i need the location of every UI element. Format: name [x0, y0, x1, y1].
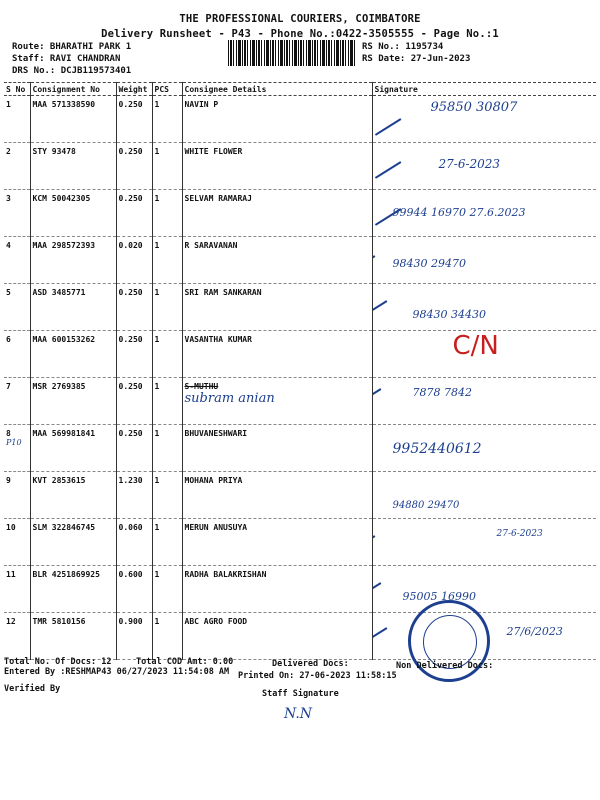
handwritten-number: 95005 16990: [402, 590, 476, 603]
cell-sno: [4, 425, 30, 472]
table-row: [4, 378, 596, 425]
staff-signature-label: Staff Signature: [262, 689, 339, 699]
cell-sno: 2: [4, 143, 30, 190]
cell-consignment: SLM 322846745: [30, 519, 116, 566]
handwritten-number: 9952440612: [392, 441, 482, 457]
col-consignee: Consignee Details: [182, 83, 372, 96]
cell-consignee: VASANTHA KUMAR: [182, 331, 372, 378]
non-delivered-docs: Non Delivered Docs:: [396, 661, 494, 671]
cell-pcs: 1: [152, 331, 182, 378]
margin-note: P10: [6, 438, 22, 447]
table-row: [4, 284, 596, 331]
cell-consignee: WHITE FLOWER: [182, 143, 372, 190]
col-signature: Signature: [372, 83, 596, 96]
cell-signature: [372, 425, 596, 472]
row-number: 8: [6, 429, 11, 438]
cell-signature: [372, 237, 596, 284]
cell-weight: 0.060: [116, 519, 152, 566]
cell-consignment: TMR 5810156: [30, 613, 116, 660]
delivered-docs: Delivered Docs:: [272, 659, 349, 669]
cell-signature: [372, 472, 596, 519]
cell-sno: 3: [4, 190, 30, 237]
handwritten-number: 98430 34430: [412, 308, 486, 321]
cell-sno: 10: [4, 519, 30, 566]
cell-pcs: 1: [152, 378, 182, 425]
cell-sno: 12: [4, 613, 30, 660]
cell-signature: [372, 378, 596, 425]
cell-consignment: STY 93478: [30, 143, 116, 190]
cell-pcs: 1: [152, 237, 182, 284]
cn-mark: C/N: [452, 331, 499, 361]
cell-weight: 0.020: [116, 237, 152, 284]
rs-date: RS Date: 27-Jun-2023: [362, 54, 471, 64]
rs-number: RS No.: 1195734: [362, 42, 444, 52]
col-sno: S No: [4, 83, 30, 96]
cell-weight: 0.250: [116, 143, 152, 190]
cell-consignee: NAVIN P: [182, 96, 372, 143]
handwritten-date: 27-6-2023: [438, 157, 501, 171]
table-row: [4, 237, 596, 284]
cell-sno: 5: [4, 284, 30, 331]
handwritten-number: 95850 30807: [430, 100, 518, 115]
cell-consignee: MOHANA PRIYA: [182, 472, 372, 519]
cell-consignee: RADHA BALAKRISHAN: [182, 566, 372, 613]
cell-pcs: 1: [152, 519, 182, 566]
table-row: [4, 613, 596, 660]
cell-consignment: MAA 571338590: [30, 96, 116, 143]
cell-consignment: ASD 3485771: [30, 284, 116, 331]
handwritten-name: subram anian: [184, 391, 275, 406]
table-row: [4, 425, 596, 472]
total-cod: Total COD Amt: 0.00: [136, 657, 234, 667]
cell-weight: 0.250: [116, 378, 152, 425]
table-row: [4, 143, 596, 190]
cell-pcs: 1: [152, 190, 182, 237]
col-consignment: Consignment No: [30, 83, 116, 96]
cell-pcs: 1: [152, 472, 182, 519]
handwritten-date: 27/6/2023: [506, 625, 563, 638]
cell-signature: [372, 331, 596, 378]
cell-pcs: 1: [152, 284, 182, 331]
cell-weight: 0.250: [116, 425, 152, 472]
cell-consignee: [182, 378, 372, 425]
cell-signature: [372, 519, 596, 566]
cell-pcs: 1: [152, 613, 182, 660]
cell-sno: 4: [4, 237, 30, 284]
table-row: [4, 190, 596, 237]
tick-mark: [372, 388, 381, 405]
handwritten-date: 27-6-2023: [496, 529, 543, 539]
cell-signature: [372, 143, 596, 190]
table-row: [4, 472, 596, 519]
cell-signature: [372, 96, 596, 143]
cell-weight: 0.900: [116, 613, 152, 660]
total-docs: Total No. Of Docs: 12: [4, 657, 112, 667]
cell-signature: [372, 190, 596, 237]
cell-pcs: 1: [152, 425, 182, 472]
cell-sno: 7: [4, 378, 30, 425]
cell-signature: [372, 566, 596, 613]
handwritten-number: 94880 29470: [392, 500, 460, 511]
cell-sno: 1: [4, 96, 30, 143]
verified-by: Verified By: [4, 684, 61, 694]
tick-mark: [372, 300, 387, 317]
tick-mark: [372, 255, 375, 272]
cell-weight: 0.250: [116, 284, 152, 331]
cell-consignee: SELVAM RAMARAJ: [182, 190, 372, 237]
cell-consignee: R SARAVANAN: [182, 237, 372, 284]
tick-mark: [372, 582, 381, 599]
drs-number: DRS No.: DCJB119573401: [12, 66, 132, 76]
handwritten-number: 99944 16970 27.6.2023: [392, 206, 526, 219]
table-row: [4, 96, 596, 143]
cell-consignee: SRI RAM SANKARAN: [182, 284, 372, 331]
cell-sno: 6: [4, 331, 30, 378]
route-label: Route: BHARATHI PARK 1: [12, 42, 132, 52]
company-title: THE PROFESSIONAL COURIERS, COIMBATORE: [179, 13, 421, 25]
handwritten-number: 98430 29470: [392, 257, 466, 270]
cell-consignee: BHUVANESHWARI: [182, 425, 372, 472]
cell-consignment: MAA 600153262: [30, 331, 116, 378]
runsheet-title: Delivery Runsheet - P43 - Phone No.:0422-3505555 - Page No.:1: [101, 28, 499, 40]
cell-consignment: MAA 569981841: [30, 425, 116, 472]
entered-by: Entered By :RESHMAP43 06/27/2023 11:54:08 AM: [4, 667, 230, 677]
col-pcs: PCS: [152, 83, 182, 96]
cell-weight: 0.250: [116, 331, 152, 378]
cell-sno: 9: [4, 472, 30, 519]
cell-consignment: KVT 2853615: [30, 472, 116, 519]
cell-weight: 1.230: [116, 472, 152, 519]
table-row: [4, 566, 596, 613]
cell-weight: 0.250: [116, 190, 152, 237]
cell-pcs: 1: [152, 143, 182, 190]
tick-mark: [372, 535, 375, 552]
tick-mark: [374, 118, 400, 135]
handwritten-number: 7878 7842: [412, 386, 472, 399]
table-row: [4, 519, 596, 566]
col-weight: Weight: [116, 83, 152, 96]
cell-weight: 0.250: [116, 96, 152, 143]
cell-consignment: MSR 2769385: [30, 378, 116, 425]
cell-consignment: MAA 298572393: [30, 237, 116, 284]
staff-signature: N.N: [284, 706, 313, 722]
cell-consignment: KCM 50042305: [30, 190, 116, 237]
cell-pcs: 1: [152, 566, 182, 613]
cell-consignment: BLR 4251869925: [30, 566, 116, 613]
cell-sno: 11: [4, 566, 30, 613]
tick-mark: [374, 161, 400, 178]
cell-consignee: ABC AGRO FOOD: [182, 613, 372, 660]
tick-mark: [372, 627, 387, 644]
staff-label: Staff: RAVI CHANDRAN: [12, 54, 121, 64]
cell-signature: [372, 284, 596, 331]
table-row: [4, 331, 596, 378]
table-header: [4, 83, 596, 96]
cell-pcs: 1: [152, 96, 182, 143]
runsheet-table: [4, 82, 596, 660]
consignee-name: S-MUTHU: [184, 382, 219, 391]
cell-consignee: MERUN ANUSUYA: [182, 519, 372, 566]
cell-weight: 0.600: [116, 566, 152, 613]
barcode: [228, 40, 356, 66]
printed-on: Printed On: 27-06-2023 11:58:15: [238, 671, 397, 681]
